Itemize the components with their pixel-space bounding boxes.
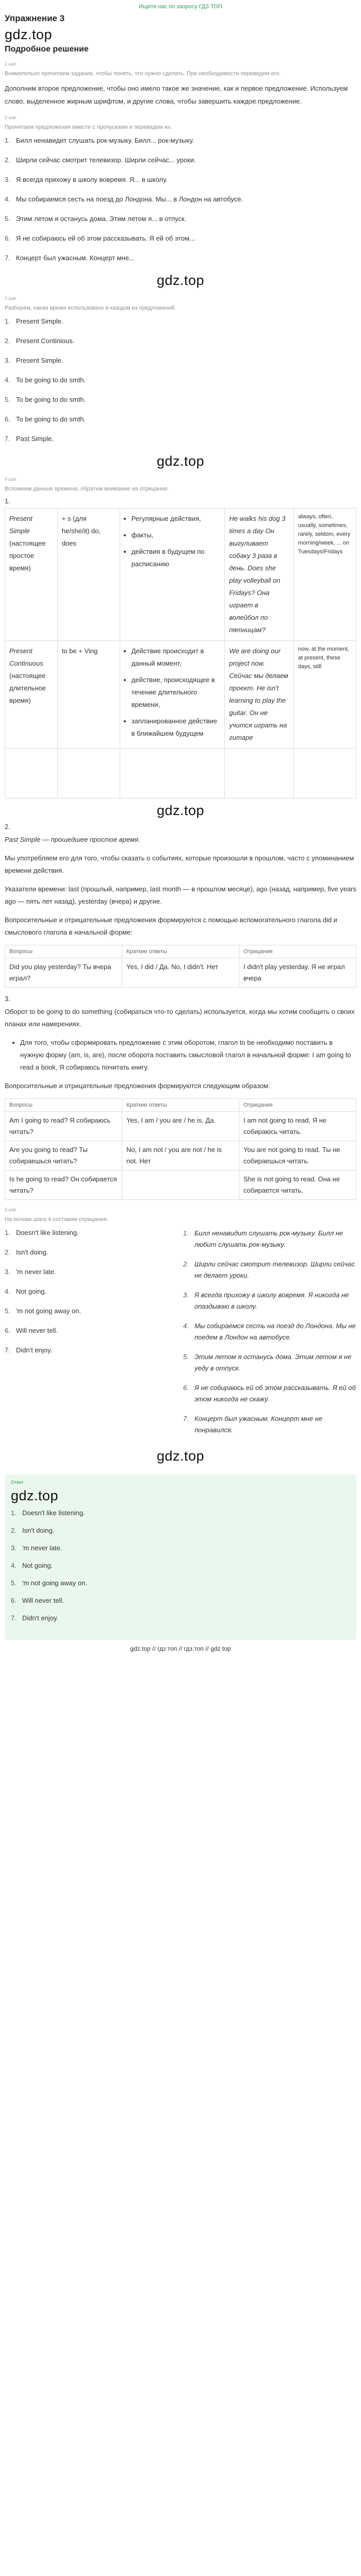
tense-note: (настоящее длительное время) xyxy=(9,672,46,704)
step1-paragraph: Дополним второе предложение, чтобы оно имело такое же значение, как и первое предложение. Используем слово, выделенное жирным шрифтом, и другие слова, чтобы завершить каждое предложение. xyxy=(5,84,348,105)
section-number: 3. xyxy=(5,995,10,1003)
step-text: Вспомним данные времена, обратим внимание на отрицания. xyxy=(5,486,169,492)
answers-list xyxy=(11,1508,350,1623)
step5-translations-list xyxy=(183,1228,356,1444)
going-to-form: Вопросительные и отрицательные предложения формируются следующим образом: xyxy=(5,1082,270,1090)
table-header-row: Вопросы Краткие ответы Отрицания xyxy=(5,945,356,958)
past-simple-table xyxy=(5,945,356,988)
going-to-bullets xyxy=(5,1037,356,1074)
step-label: 4 шаг xyxy=(5,477,17,482)
watermark: gdz.top xyxy=(11,1488,59,1503)
step-text: Разберем, какая время использовано в каждом из предложений. xyxy=(5,305,176,311)
list-item: 2. Present Continious. xyxy=(5,337,75,345)
list-item: 1. Билл ненавидит слушать рок-музыку. Билл... рок-музыку. xyxy=(5,137,194,144)
list-item: 6. Will never tell. xyxy=(11,1597,64,1604)
tense-name: Present Continuous xyxy=(9,647,43,667)
step-label: 5 шаг xyxy=(5,1207,17,1212)
section-number: 1. xyxy=(5,497,10,505)
list-item: 1. Билл ненавидит слушать рок-музыку. Билл не любит слушать рок-музыку. xyxy=(183,1229,343,1248)
list-item: 7. Концерт был ужасным. Концерт мне... xyxy=(5,254,135,262)
list-item: 5. 'm not going away on. xyxy=(5,1307,81,1315)
tenses-table xyxy=(5,508,356,799)
step5-answers-list xyxy=(5,1228,178,1444)
list-item: 7. Концерт был ужасным. Концерт мне не понравился. xyxy=(183,1415,323,1434)
list-item: 4. Not going. xyxy=(11,1562,53,1569)
list-item: 6. Will never tell. xyxy=(5,1327,58,1334)
list-item: 5. Этим летом я останусь дома. Этим летом я... в отпуск. xyxy=(5,215,187,223)
search-hint[interactable]: Ищите нас по запросу ГДЗ ТОП xyxy=(139,4,222,10)
list-item: 2. Isn't doing. xyxy=(5,1248,48,1256)
step-text: Прочитаем предложения вместе с пропусками и переведем их. xyxy=(5,124,172,130)
list-item: 5. To be going to do smth. xyxy=(5,396,86,403)
list-item: 2. Ширли сейчас смотрит телевизор. Ширли сейчас... уроки. xyxy=(5,156,196,164)
exercise-title: Упражнение 3 xyxy=(5,13,65,23)
step-text: Внимательно прочитаем задание, чтобы понять, что нужно сделать. При необходимости переведем его. xyxy=(5,71,281,77)
list-item: 7. Past Simple. xyxy=(5,435,54,443)
list-item: 3. Я всегда прихожу в школу вовремя. Я никогда не опаздываю в школу. xyxy=(183,1291,349,1310)
tense-uses: • Регулярные действия, • факты, • действия в будущем по расписанию xyxy=(120,509,225,641)
tense-examples: We are doing our project now. Сейчас мы делаем проект. He isn't learning to play the guitar. Он не учится играть на гитаре xyxy=(225,641,294,749)
list-item: 6. To be going to do smth. xyxy=(5,415,86,423)
step3-list xyxy=(5,316,356,444)
list-item: 4. Not going. xyxy=(5,1287,47,1295)
list-item: 4. Мы собираемся сесть на поезд до Лондона. Мы... в Лондон на автобусе. xyxy=(5,195,243,203)
tense-markers: now, at the moment, at present, these days, still xyxy=(294,641,356,749)
past-simple-usage: Мы употребляем его для того, чтобы сказать о событиях, которые произошли в прошлом, часто с упоминанием времени действия. xyxy=(5,854,354,874)
tense-name: Present Simple xyxy=(9,515,32,535)
list-item: 4. To be going to do smth. xyxy=(5,376,86,384)
going-to-intro: Оборот to be going to do something (собираться что-то сделать) используется, когда мы хотим сообщить о своих планах или намерениях. xyxy=(5,1008,355,1028)
tense-note: (настоящее простое время) xyxy=(9,539,46,572)
step5-columns xyxy=(5,1228,356,1444)
step2-list xyxy=(5,135,356,263)
list-item: 1. Doesn't like listening. xyxy=(11,1509,85,1517)
list-item: 3. Present Simple. xyxy=(5,357,63,364)
watermark: gdz.top xyxy=(156,1448,205,1464)
table-row: Am I going to read? Я собираюсь читать? Yes, I am / you are / he is. Да. I am not going to read. Я не собираюсь читать. xyxy=(5,1112,356,1141)
tense-markers: always, often, usually, sometimes, rarely, seldom, every morning/week, ... on Tuesdays/Fridays xyxy=(294,509,356,641)
list-item: 2. Isn't doing. xyxy=(11,1527,55,1534)
table-row xyxy=(5,509,356,641)
table-header-row: Вопросы Краткие ответы Отрицания xyxy=(5,1099,356,1112)
list-item: 3. 'm never late. xyxy=(11,1544,62,1552)
solution-subtitle: Подробное решение xyxy=(5,45,89,54)
step-label: 3 шаг xyxy=(5,296,17,301)
list-item: 2. Ширли сейчас смотрит телевизор. Ширли сейчас не делает уроки. xyxy=(183,1260,355,1279)
list-item: 3. Я всегда прихожу в школу вовремя. Я... в школу. xyxy=(5,176,168,183)
going-to-table xyxy=(5,1098,356,1200)
list-item: • Для того, чтобы сформировать предложение с этим оборотом, глагол to be необходимо поставить в нужную форму (am, is, are), после оборота поставить смысловой глагол в начальной форме: I am going to read a book, Я собираюсь почитать книгу. xyxy=(20,1037,356,1074)
table-row xyxy=(5,641,356,749)
table-row: Are you going to read? Ты собираешься читать? No, I am not / you are not / he is not. Нет You are not going to read. Ты не собираешься читать. xyxy=(5,1141,356,1171)
table-row: Did you play yesterday? Ты вчера играл? Yes, I did / Да. No, I didn't. Нет I didn't play yesterday. Я не играл вчера xyxy=(5,958,356,988)
tense-formula: + s (для he/she/it) do, does xyxy=(57,509,120,641)
list-item: 4. Мы собираемся сесть на поезд до Лондона. Мы не поедем в Лондон на автобусе. xyxy=(183,1322,356,1341)
list-item: 6. Я не собираюсь ей об этом рассказывать. Я ей об этом никогда не скажу. xyxy=(183,1384,356,1403)
past-simple-form: Вопросительные и отрицательные предложения формируются с помощью вспомогательного глагола did и смыслового глагола в начальной форме: xyxy=(5,916,337,936)
list-item: 6. Я не собираюсь ей об этом рассказывать. Я ей об этом... xyxy=(5,234,195,242)
list-item: 5. Этим летом я останусь дома. Этим летом я не уеду в отпуск. xyxy=(183,1353,352,1372)
list-item: 3. 'm never late. xyxy=(5,1268,56,1276)
step-label: 1 шаг xyxy=(5,61,17,66)
list-item: 7. Didn't enjoy. xyxy=(5,1346,53,1354)
watermark: gdz.top xyxy=(156,803,205,818)
tense-formula: to be + Ving xyxy=(57,641,120,749)
list-item: 7. Didn't enjoy. xyxy=(11,1614,59,1622)
past-simple-markers: Указатели времени: last (прошлый, например, last month — в прошлом месяце), ago (назад, например, five years ago — пять лет назад), yesterday (вчера) и другие. xyxy=(5,885,357,905)
list-item: 5. 'm not going away on. xyxy=(11,1579,88,1587)
list-item: 1. Present Simple. xyxy=(5,317,63,325)
table-row xyxy=(5,749,356,799)
past-simple-intro: Past Simple — прошедшее простое время. xyxy=(5,836,140,843)
step-label: 2 шаг xyxy=(5,115,17,120)
watermark: gdz.top xyxy=(5,27,53,42)
answer-box xyxy=(5,1475,356,1640)
watermark: gdz.top xyxy=(156,453,205,469)
table-row: Is he going to read? Он собирается читать? She is not going to read. Она не собирается читать. xyxy=(5,1171,356,1200)
footer-links[interactable]: gdz.top // гдз топ // гдз.топ // gdz top xyxy=(130,1645,231,1652)
tense-examples: He walks his dog 3 times a day Он выгуливает собаку 3 раза в день. Does she play volleyball on Fridays? Она играет в волейбол по пятницам? xyxy=(225,509,294,641)
answer-label: Ответ xyxy=(11,1480,24,1485)
step-text: На основе шага 4 составим отрицания. xyxy=(5,1216,108,1223)
list-item: 1. Doesn't like listening. xyxy=(5,1229,79,1236)
section-number: 2. xyxy=(5,823,10,831)
tense-uses: • Действие происходит в данный момент, • действие, происходящее в течение длительного времени, • запланированное действие в ближайшем будущем xyxy=(120,641,225,749)
watermark: gdz.top xyxy=(156,273,205,288)
